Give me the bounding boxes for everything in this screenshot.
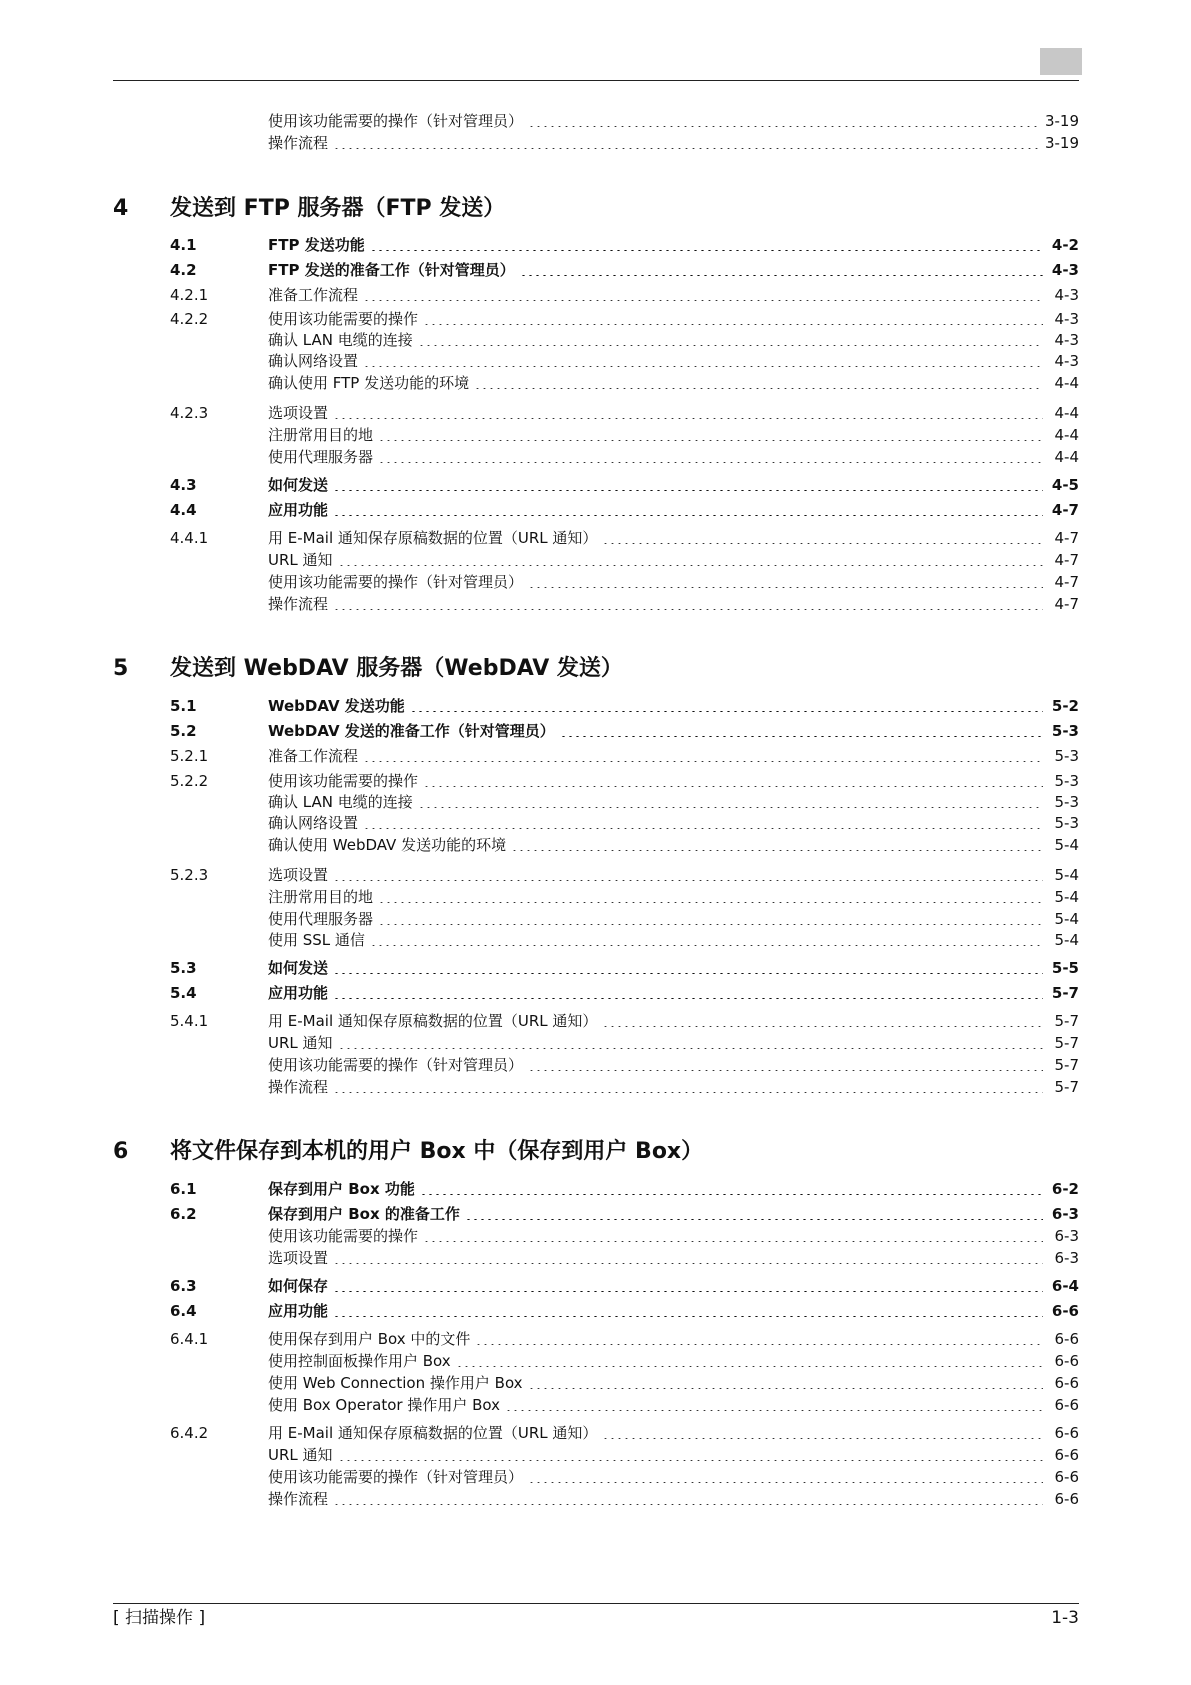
toc-chapter-heading [0,194,1191,224]
toc-entry-title: 注册常用目的地 [268,888,374,906]
toc-entry-title: 注册常用目的地 [268,426,374,444]
toc-page-number: 5-4 [1054,866,1079,884]
toc-entry [0,1300,1191,1322]
toc-entry-title: WebDAV 发送功能 [268,697,405,715]
toc-entry-title: 用 E-Mail 通知保存原稿数据的位置（URL 通知） [268,1012,598,1030]
toc-entry-body [268,908,1079,930]
toc-section-number: 5.2 [170,722,197,740]
toc-entry [0,1422,1191,1444]
toc-entry-title: 使用该功能需要的操作 [268,772,419,790]
toc-page-number: 4-3 [1054,310,1079,328]
toc-entry-body [268,834,1079,856]
toc-entry-body [268,571,1079,593]
toc-entry-title: 发送到 FTP 服务器（FTP 发送） [170,196,506,221]
toc-entry [0,1466,1191,1488]
toc-entry-body [268,132,1079,154]
toc-page-number: 6-6 [1054,1468,1079,1486]
toc-section-number: 4.4 [170,501,197,519]
toc-dot-leader [363,828,1043,829]
toc-section-number: 4.3 [170,476,197,494]
toc-entry-body [268,446,1079,468]
toc-dot-leader [333,880,1043,881]
toc-entry-title: 使用该功能需要的操作（针对管理员） [268,1056,524,1074]
toc-dot-leader [410,711,1043,712]
toc-entry-title: 使用该功能需要的操作（针对管理员） [268,112,524,130]
toc-page-number: 6-6 [1054,1490,1079,1508]
toc-entry [0,864,1191,886]
toc-section-number: 4.1 [170,236,197,254]
toc-entry [0,1394,1191,1416]
toc-entry-title: 使用 Box Operator 操作用户 Box [268,1396,500,1414]
toc-section-number: 6.2 [170,1205,197,1223]
toc-entry-title: 确认使用 FTP 发送功能的环境 [268,374,470,392]
toc-entry [0,308,1191,330]
toc-dot-leader [338,1460,1043,1461]
toc-dot-leader [528,1070,1043,1071]
toc-entry [0,1010,1191,1032]
toc-entry-title: 使用 SSL 通信 [268,931,365,949]
toc-entry-body [268,527,1079,549]
toc-entry-body [268,284,1079,306]
toc-entry-body [268,593,1079,615]
toc-dot-leader [418,345,1043,346]
toc-entry-body [268,812,1079,834]
toc-page-number: 4-4 [1054,448,1079,466]
toc-entry-title: 选项设置 [268,866,329,884]
toc-page-number: 4-2 [1051,236,1079,254]
toc-section-number: 4 [113,196,129,221]
toc-dot-leader [333,1504,1043,1505]
toc-page-number: 6-4 [1051,1277,1079,1295]
toc-page-number: 6-6 [1054,1374,1079,1392]
toc-page-number: 5-3 [1054,814,1079,832]
toc-dot-leader [423,786,1043,787]
toc-entry [0,259,1191,281]
toc-section-number: 6.4.1 [170,1330,209,1348]
toc-dot-leader [333,1263,1043,1264]
toc-entry [0,1076,1191,1098]
toc-dot-leader [474,388,1043,389]
toc-page-number: 6-6 [1054,1396,1079,1414]
toc-entry [0,957,1191,979]
toc-entry-body [268,982,1079,1004]
toc-page-number: 5-7 [1054,1056,1079,1074]
toc-page-number: 6-6 [1054,1352,1079,1370]
toc-entry-body [268,745,1079,767]
toc-dot-leader [475,1344,1043,1345]
toc-entry-title: 发送到 WebDAV 服务器（WebDAV 发送） [170,656,623,681]
toc-entry-body [268,1076,1079,1098]
toc-dot-leader [333,609,1043,610]
toc-entry-title: 使用保存到用户 Box 中的文件 [268,1330,471,1348]
toc-dot-leader [602,1026,1043,1027]
toc-entry-body [268,1247,1079,1269]
toc-entry-body [268,350,1079,372]
toc-entry [0,499,1191,521]
toc-entry-body [268,1225,1079,1247]
toc-entry-body [170,654,1079,684]
toc-dot-leader [363,761,1043,762]
toc-page-number: 6-6 [1054,1424,1079,1442]
toc-entry-body [268,720,1079,742]
toc-entry [0,1203,1191,1225]
toc-entry-title: 确认网络设置 [268,352,359,370]
toc-entry-body [268,695,1079,717]
toc-entry [0,402,1191,424]
toc-dot-leader [528,1388,1043,1389]
toc-dot-leader [363,300,1043,301]
toc-dot-leader [333,418,1043,419]
toc-dot-leader [528,126,1039,127]
toc-section-number: 5.1 [170,697,197,715]
toc-entry [0,770,1191,792]
toc-chapter-heading [0,654,1191,684]
toc-page-number: 4-4 [1054,426,1079,444]
toc-entry [0,593,1191,615]
toc-section-number: 4.2.1 [170,286,209,304]
toc-dot-leader [378,462,1043,463]
toc-entry [0,834,1191,856]
toc-entry-title: 准备工作流程 [268,286,359,304]
toc-dot-leader [511,850,1043,851]
toc-entry-body [268,329,1079,351]
toc-entry [0,1178,1191,1200]
toc-page-number: 6-6 [1051,1302,1079,1320]
toc-section-number: 5 [113,656,129,681]
toc-entry [0,474,1191,496]
toc-entry-body [268,1032,1079,1054]
toc-dot-leader [363,366,1043,367]
footer-manual-name: [ 扫描操作 ] [113,1608,206,1628]
toc-entry-title: 使用该功能需要的操作 [268,310,419,328]
toc-section-number: 5.2.1 [170,747,209,765]
toc-entry-title: 操作流程 [268,1490,329,1508]
toc-page-number: 4-7 [1054,551,1079,569]
toc-entry-title: 用 E-Mail 通知保存原稿数据的位置（URL 通知） [268,1424,598,1442]
toc-section-number: 4.4.1 [170,529,209,547]
toc-page-number: 4-3 [1054,352,1079,370]
toc-entry-title: 如何发送 [268,959,329,977]
toc-entry [0,886,1191,908]
toc-dot-leader [465,1219,1043,1220]
toc-dot-leader [333,998,1043,999]
toc-page-number: 4-4 [1054,374,1079,392]
toc-entry-body [268,474,1079,496]
toc-entry-body [268,1203,1079,1225]
toc-entry [0,1054,1191,1076]
toc-section-number: 5.3 [170,959,197,977]
toc-page-number: 6-3 [1051,1205,1079,1223]
toc-entry [0,446,1191,468]
toc-page-number: 5-7 [1054,1078,1079,1096]
toc-entry [0,1275,1191,1297]
toc-entry-title: 应用功能 [268,984,329,1002]
toc-entry-title: 选项设置 [268,1249,329,1267]
toc-entry-title: 使用代理服务器 [268,448,374,466]
toc-entry-title: 确认 LAN 电缆的连接 [268,793,413,811]
toc-dot-leader [418,807,1043,808]
toc-section-number: 4.2.3 [170,404,209,422]
toc-page-number: 3-19 [1044,112,1079,130]
toc-section-number: 6.3 [170,1277,197,1295]
toc-entry-body [268,549,1079,571]
toc-page-number: 5-4 [1054,888,1079,906]
toc-page-number: 6-3 [1054,1249,1079,1267]
toc-entry-body [268,770,1079,792]
toc-entry [0,234,1191,256]
toc-dot-leader [505,1410,1043,1411]
toc-dot-leader [378,924,1043,925]
toc-page-number: 4-7 [1054,529,1079,547]
toc-entry-body [268,234,1079,256]
toc-entry-title: 如何保存 [268,1277,329,1295]
toc-entry-body [170,1137,1079,1167]
toc-page-number: 3-19 [1044,134,1079,152]
toc-entry [0,929,1191,951]
toc-entry [0,329,1191,351]
toc-entry-body [268,1466,1079,1488]
toc-entry [0,1444,1191,1466]
toc-entry-body [268,402,1079,424]
toc-page-number: 4-4 [1054,404,1079,422]
toc-entry [0,1247,1191,1269]
toc-entry-body [268,1010,1079,1032]
toc-entry-body [268,424,1079,446]
toc-page-number: 5-4 [1054,931,1079,949]
toc-section-number: 5.2.2 [170,772,209,790]
toc-page-number: 5-3 [1051,722,1079,740]
toc-dot-leader [333,148,1039,149]
toc-dot-leader [338,1048,1043,1049]
toc-entry-title: 将文件保存到本机的用户 Box 中（保存到用户 Box） [170,1139,704,1164]
toc-entry [0,1488,1191,1510]
toc-dot-leader [456,1366,1043,1367]
toc-entry [0,350,1191,372]
toc-dot-leader [602,543,1043,544]
toc-page-number: 6-3 [1054,1227,1079,1245]
toc-entry [0,745,1191,767]
toc-dot-leader [560,736,1043,737]
toc-dot-leader [520,275,1043,276]
toc-dot-leader [370,250,1043,251]
toc-section-number: 4.2 [170,261,197,279]
toc-entry [0,982,1191,1004]
toc-page-number: 5-4 [1054,910,1079,928]
toc-entry [0,720,1191,742]
toc-dot-leader [528,1482,1043,1483]
toc-entry-body [268,1275,1079,1297]
toc-section-number: 6 [113,1139,129,1164]
toc-entry-body [268,110,1079,132]
toc-entry [0,812,1191,834]
toc-section-number: 5.4 [170,984,197,1002]
toc-entry-title: 选项设置 [268,404,329,422]
toc-page-number: 5-2 [1051,697,1079,715]
toc-dot-leader [528,587,1043,588]
toc-dot-leader [420,1194,1043,1195]
toc-entry [0,110,1191,132]
toc-entry-title: 保存到用户 Box 功能 [268,1180,415,1198]
toc-page-number: 6-6 [1054,1446,1079,1464]
toc-entry-body [268,1054,1079,1076]
toc-page-number: 4-7 [1054,573,1079,591]
toc-entry-title: 操作流程 [268,134,329,152]
toc-entry [0,1225,1191,1247]
toc-page-number: 6-6 [1054,1330,1079,1348]
toc-page-number: 4-3 [1054,331,1079,349]
toc-entry-body [268,957,1079,979]
toc-entry-body [268,1350,1079,1372]
toc-entry-body [268,1488,1079,1510]
toc-entry [0,908,1191,930]
toc-dot-leader [333,490,1043,491]
toc-entry-title: 用 E-Mail 通知保存原稿数据的位置（URL 通知） [268,529,598,547]
toc-page-number: 5-7 [1051,984,1079,1002]
toc-entry-title: 确认使用 WebDAV 发送功能的环境 [268,836,507,854]
toc-entry-title: 使用该功能需要的操作（针对管理员） [268,573,524,591]
toc-entry-title: 保存到用户 Box 的准备工作 [268,1205,460,1223]
toc-section-number: 5.4.1 [170,1012,209,1030]
toc-dot-leader [333,1092,1043,1093]
toc-entry-title: 确认网络设置 [268,814,359,832]
toc-entry-body [268,1394,1079,1416]
toc-entry-title: 操作流程 [268,1078,329,1096]
toc-entry-body [268,1178,1079,1200]
toc-entry [0,571,1191,593]
toc-entry-title: 准备工作流程 [268,747,359,765]
toc-section-number: 6.4.2 [170,1424,209,1442]
toc-section-number: 5.2.3 [170,866,209,884]
toc-page-number: 4-7 [1054,595,1079,613]
toc-entry-body [268,886,1079,908]
toc-page-number: 5-7 [1054,1012,1079,1030]
toc-entry-title: 应用功能 [268,501,329,519]
toc-entry [0,1032,1191,1054]
toc-page-number: 4-5 [1051,476,1079,494]
toc-page-number: 4-7 [1051,501,1079,519]
toc-page-number: 5-3 [1054,747,1079,765]
toc-entry-body [268,372,1079,394]
toc-entry-body [268,1444,1079,1466]
toc-page-number: 5-7 [1054,1034,1079,1052]
toc-entry [0,1328,1191,1350]
toc-entry-title: 应用功能 [268,1302,329,1320]
toc-entry-body [268,499,1079,521]
toc-entry-body [268,1300,1079,1322]
toc-page-number: 4-3 [1051,261,1079,279]
toc-entry [0,549,1191,571]
toc-entry-title: WebDAV 发送的准备工作（针对管理员） [268,722,555,740]
toc-page-number: 4-3 [1054,286,1079,304]
toc-page-number: 5-5 [1051,959,1079,977]
toc-page-number: 6-2 [1051,1180,1079,1198]
toc-dot-leader [333,515,1043,516]
footer-page-number: 1-3 [1051,1608,1079,1628]
toc-entry-body [170,194,1079,224]
toc-entry-title: URL 通知 [268,551,333,569]
toc-entry-title: 使用该功能需要的操作（针对管理员） [268,1468,524,1486]
toc-section-number: 6.1 [170,1180,197,1198]
toc-entry-title: 如何发送 [268,476,329,494]
toc-entry-title: 确认 LAN 电缆的连接 [268,331,413,349]
toc-entry-title: URL 通知 [268,1034,333,1052]
toc-entry-body [268,1328,1079,1350]
toc-entry-title: URL 通知 [268,1446,333,1464]
toc-dot-leader [378,440,1043,441]
toc-dot-leader [602,1438,1043,1439]
toc-entry [0,132,1191,154]
toc-dot-leader [338,565,1043,566]
toc-section-number: 6.4 [170,1302,197,1320]
toc-entry [0,284,1191,306]
toc-entry-body [268,259,1079,281]
toc-entry-title: FTP 发送的准备工作（针对管理员） [268,261,515,279]
toc-entry-title: 操作流程 [268,595,329,613]
toc-dot-leader [423,1241,1043,1242]
toc-dot-leader [333,1316,1043,1317]
toc-entry [0,695,1191,717]
toc-chapter-heading [0,1137,1191,1167]
toc-entry [0,1372,1191,1394]
toc-entry-title: 使用 Web Connection 操作用户 Box [268,1374,523,1392]
toc-entry [0,372,1191,394]
footer-rule [113,1603,1079,1604]
toc-dot-leader [423,324,1043,325]
toc-entry-title: 使用代理服务器 [268,910,374,928]
toc-entry [0,424,1191,446]
toc-entry-body [268,308,1079,330]
toc-dot-leader [333,1291,1043,1292]
toc-entry-body [268,1422,1079,1444]
toc-dot-leader [378,902,1043,903]
toc-entry-title: 使用控制面板操作用户 Box [268,1352,451,1370]
toc-entry-title: FTP 发送功能 [268,236,365,254]
toc-dot-leader [370,945,1043,946]
toc-page-number: 5-3 [1054,772,1079,790]
toc-dot-leader [333,973,1043,974]
toc-entry-body [268,791,1079,813]
toc-entry [0,527,1191,549]
toc-entry [0,791,1191,813]
toc-entry-body [268,864,1079,886]
toc-entry [0,1350,1191,1372]
toc-entry-body [268,929,1079,951]
toc-page-number: 5-3 [1054,793,1079,811]
toc-page-number: 5-4 [1054,836,1079,854]
toc-entry-title: 使用该功能需要的操作 [268,1227,419,1245]
toc-entry-body [268,1372,1079,1394]
toc-section-number: 4.2.2 [170,310,209,328]
